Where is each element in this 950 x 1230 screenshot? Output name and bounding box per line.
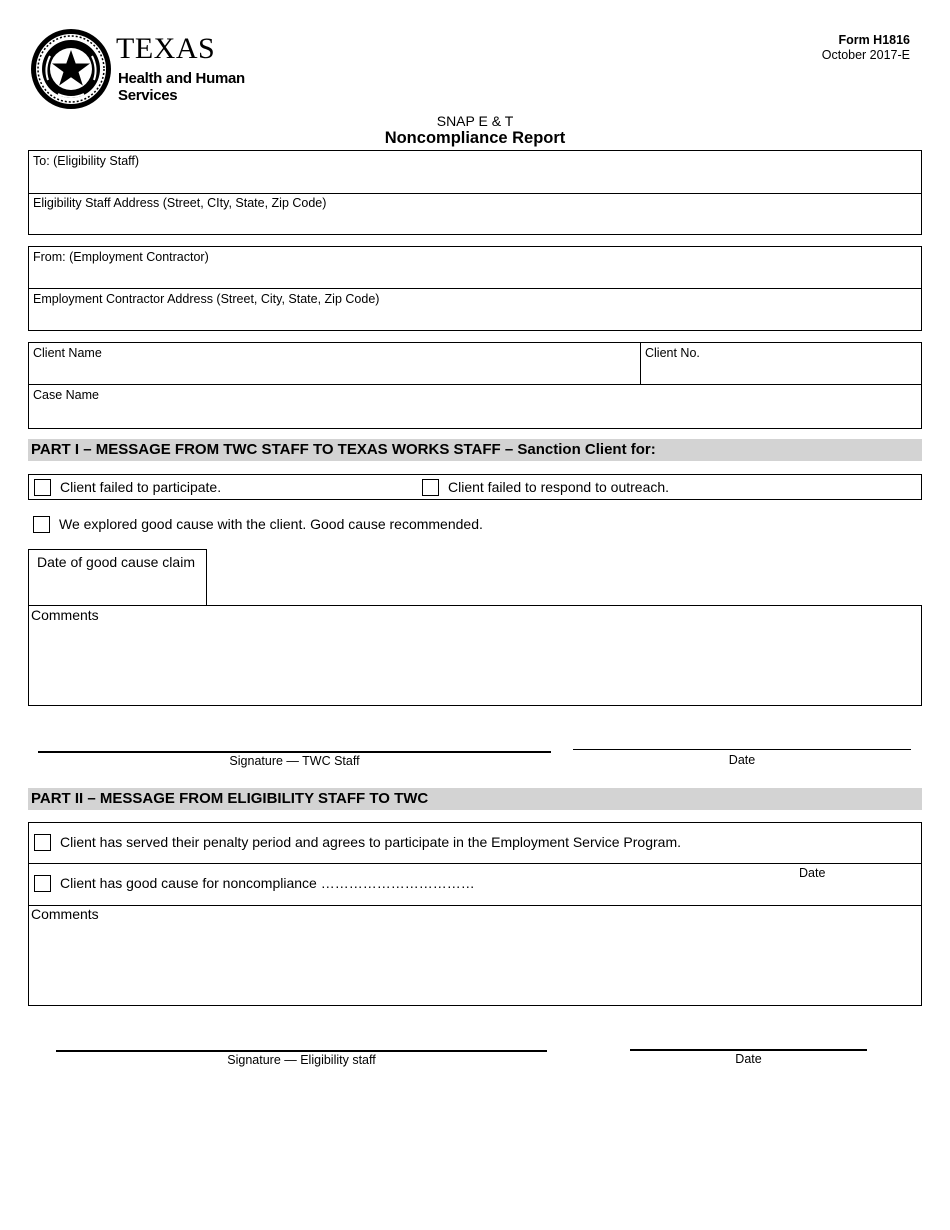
to-block — [28, 150, 922, 235]
to-field[interactable] — [29, 151, 921, 193]
part1-sanction-options — [28, 474, 922, 500]
eligibility-address-field[interactable] — [29, 193, 921, 234]
from-block — [28, 246, 922, 331]
eligibility-signature-label: Signature — Eligibility staff — [227, 1053, 376, 1067]
client-name-field[interactable] — [29, 343, 640, 384]
case-name-label: Case Name — [33, 388, 99, 402]
client-block — [28, 342, 922, 429]
noncompliance-good-cause-checkbox[interactable] — [34, 875, 51, 892]
twc-signature-line[interactable] — [38, 751, 551, 753]
good-cause-date-label: Date of good cause claim — [37, 554, 195, 570]
divider — [29, 863, 921, 864]
divider — [29, 905, 921, 906]
form-title: Noncompliance Report — [384, 129, 566, 147]
from-field[interactable] — [29, 247, 921, 289]
form-date: October 2017-E — [821, 48, 910, 62]
form-number: Form H1816 — [838, 33, 910, 47]
logo-line-2: Services — [118, 87, 178, 104]
logo-line-1: Health and Human — [118, 70, 245, 87]
part2-heading: PART II – MESSAGE FROM ELIGIBILITY STAFF TO TWC — [28, 788, 922, 810]
part1-comments-field[interactable] — [28, 605, 922, 706]
client-no-label: Client No. — [645, 346, 700, 360]
from-label: From: (Employment Contractor) — [33, 250, 209, 264]
part2-block — [28, 822, 922, 1006]
good-cause-date-label: Date — [799, 866, 826, 880]
good-cause-label: We explored good cause with the client. Good cause recommended. — [59, 516, 483, 532]
hhs-logo — [30, 28, 250, 112]
client-no-field[interactable] — [641, 343, 921, 384]
twc-date-label: Date — [728, 753, 756, 767]
participate-label: Client failed to participate. — [60, 479, 222, 495]
eligibility-date-line[interactable] — [630, 1049, 867, 1051]
twc-signature-label: Signature — TWC Staff — [229, 754, 360, 768]
penalty-served-checkbox[interactable] — [34, 834, 51, 851]
contractor-address-field[interactable] — [29, 289, 921, 330]
case-name-field[interactable] — [29, 385, 921, 428]
part1-comments-label: Comments — [31, 607, 99, 623]
eligibility-date-label: Date — [735, 1052, 762, 1066]
form-identifier — [822, 33, 910, 63]
eligibility-address-label: Eligibility Staff Address (Street, CIty, State, Zip Code) — [33, 196, 327, 210]
participate-checkbox[interactable] — [34, 479, 51, 496]
logo-state-text: TEXAS — [116, 32, 216, 65]
noncompliance-good-cause-label: Client has good cause for noncompliance …………………………… — [60, 875, 475, 891]
to-label: To: (Eligibility Staff) — [33, 154, 140, 168]
client-name-label: Client Name — [33, 346, 102, 360]
outreach-label: Client failed to respond to outreach. — [448, 479, 670, 495]
part1-heading: PART I – MESSAGE FROM TWC STAFF TO TEXAS WORKS STAFF – Sanction Client for: — [28, 439, 922, 461]
form-subtitle: SNAP E & T — [436, 113, 514, 129]
twc-date-line[interactable] — [573, 749, 911, 750]
contractor-address-label: Employment Contractor Address (Street, City, State, Zip Code) — [33, 292, 380, 306]
good-cause-date-field[interactable] — [28, 549, 207, 606]
good-cause-checkbox[interactable] — [33, 516, 50, 533]
eligibility-signature-line[interactable] — [56, 1050, 547, 1052]
texas-seal-icon — [30, 28, 112, 110]
penalty-served-label: Client has served their penalty period and agrees to participate in the Employment Service Program. — [60, 834, 681, 850]
outreach-checkbox[interactable] — [422, 479, 439, 496]
part2-comments-label: Comments — [31, 906, 99, 922]
